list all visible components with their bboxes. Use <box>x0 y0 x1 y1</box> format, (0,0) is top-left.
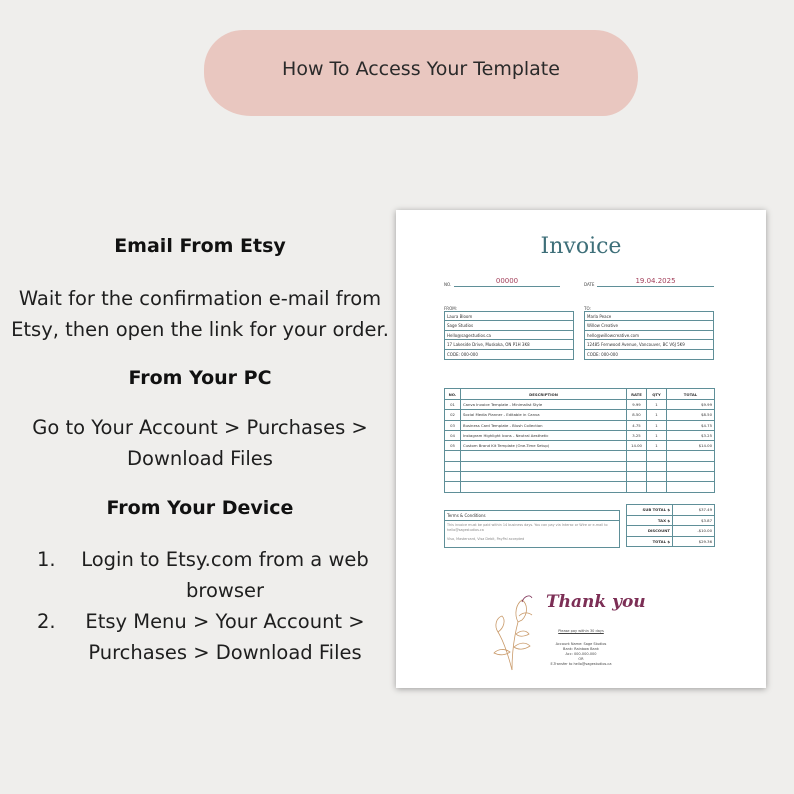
thank-you-text: Thank you <box>546 592 646 612</box>
invoice-title: Invoice <box>540 234 622 259</box>
cell: 1 <box>647 430 667 440</box>
totals-label: SUB TOTAL $ <box>627 505 673 516</box>
cell: 1 <box>647 400 667 410</box>
cell: Instagram Highlight Icons - Neutral Aesthetic <box>461 430 627 440</box>
cell: 8.50 <box>627 410 647 420</box>
cell: Canva Invoice Template - Minimalist Style <box>461 400 627 410</box>
pc-line-2: Download Files <box>127 447 273 470</box>
table-row <box>445 420 715 430</box>
step-number: 2. <box>37 610 56 633</box>
cell: 03 <box>445 420 461 430</box>
cell: 9.99 <box>627 400 647 410</box>
header-rate: RATE <box>627 389 647 400</box>
invoice-no-label: NO. <box>444 282 452 287</box>
device-heading: From Your Device <box>106 497 294 519</box>
from-row: Hello@sagestudios.ca <box>445 331 573 340</box>
table-row <box>445 410 715 420</box>
cell: Business Card Template - Blush Collection <box>461 420 627 430</box>
to-box <box>584 311 714 360</box>
cell: 14.00 <box>627 441 647 451</box>
cell: 1 <box>647 410 667 420</box>
table-row <box>445 430 715 440</box>
pc-heading: From Your PC <box>128 367 272 389</box>
cell: $4.75 <box>667 420 715 430</box>
cell: 1 <box>647 420 667 430</box>
from-row: 17 Lakeside Drive, Muskoka, ON P1H 3K8 <box>445 340 573 349</box>
to-row: hello@willowcreative.com <box>585 331 713 340</box>
terms-title: Terms & Conditions <box>445 511 619 521</box>
cell: $8.50 <box>667 410 715 420</box>
header-no: NO. <box>445 389 461 400</box>
totals-row <box>627 536 715 547</box>
cell: 4.75 <box>627 420 647 430</box>
cell: $3.25 <box>667 430 715 440</box>
from-row: Laura Bloom <box>445 312 573 321</box>
totals-label: TOTAL $ <box>627 536 673 547</box>
totals-value: -$10.00 <box>673 526 715 537</box>
table-header-row <box>445 389 715 400</box>
table-row-empty <box>445 482 715 492</box>
cell: Social Media Planner - Editable in Canva <box>461 410 627 420</box>
cell: 3.25 <box>627 430 647 440</box>
terms-text: This invoice must be paid within 14 business days. You can pay via Interac or Wire or e-mail to hello@sagestudios.ca <box>447 523 608 532</box>
totals-value: $37.49 <box>673 505 715 516</box>
totals-row <box>627 515 715 526</box>
totals-value: $3.87 <box>673 515 715 526</box>
cell: Custom Brand Kit Template (One-Time Setup) <box>461 441 627 451</box>
cell: $9.99 <box>667 400 715 410</box>
invoice-preview <box>396 210 766 688</box>
payment-line: Acc: 000-000-000 <box>565 652 597 656</box>
totals-table <box>626 504 715 547</box>
from-row: CODE: 000-000 <box>447 351 478 357</box>
totals-label: DISCOUNT <box>627 526 673 537</box>
email-line-1: Wait for the confirmation e-mail from <box>18 287 382 310</box>
totals-row <box>627 526 715 537</box>
cell: 02 <box>445 410 461 420</box>
terms-text: Visa, Mastercard, Visa Debit, PayPal accepted <box>447 537 525 541</box>
cell: $14.00 <box>667 441 715 451</box>
to-row: Willow Creative <box>585 321 713 330</box>
from-label: FROM: <box>444 306 458 311</box>
payment-line: Bank: Rainbow Bank <box>563 647 599 651</box>
table-row-empty <box>445 472 715 482</box>
step-line: browser <box>185 579 265 602</box>
banner-title: How To Access Your Template <box>282 58 560 80</box>
table-row-empty <box>445 461 715 471</box>
to-row: Marla Peace <box>585 312 713 321</box>
invoice-date-label: DATE <box>584 282 595 287</box>
table-row-empty <box>445 451 715 461</box>
from-row: Sage Studios <box>445 321 573 330</box>
cell: 04 <box>445 430 461 440</box>
terms-box <box>444 510 620 548</box>
table-row <box>445 441 715 451</box>
step-line: Etsy Menu > Your Account > <box>85 610 365 633</box>
invoice-no-value: 00000 <box>495 277 519 285</box>
cell: 01 <box>445 400 461 410</box>
items-table <box>444 388 715 493</box>
step-line: Login to Etsy.com from a web <box>81 548 369 571</box>
totals-row <box>627 505 715 516</box>
payment-line: E-Transfer to hello@sagestudios.ca <box>550 662 612 666</box>
to-row: CODE: 000-000 <box>587 351 618 357</box>
cell: 1 <box>647 441 667 451</box>
cell: 05 <box>445 441 461 451</box>
invoice-date-value: 19.04.2025 <box>635 277 676 285</box>
totals-label: TAX $ <box>627 515 673 526</box>
totals-value: $29.36 <box>673 536 715 547</box>
email-line-2: Etsy, then open the link for your order. <box>11 318 389 341</box>
to-row: 12485 Fernwood Avenue, Vancouver, BC V6J 5K9 <box>585 340 713 349</box>
payment-line: Account Name: Sage Studios <box>555 642 607 646</box>
table-row <box>445 400 715 410</box>
step-line: Purchases > Download Files <box>88 641 362 664</box>
email-heading: Email From Etsy <box>114 235 286 257</box>
header-total: TOTAL <box>667 389 715 400</box>
step-number: 1. <box>37 548 56 571</box>
pay-within-text: Please pay within 30 days <box>558 629 604 633</box>
pc-line-1: Go to Your Account > Purchases > <box>32 416 368 439</box>
header-qty: QTY <box>647 389 667 400</box>
payment-line: OR <box>578 657 584 661</box>
from-box <box>444 311 574 360</box>
to-label: TO: <box>584 306 591 311</box>
header-description: DESCRIPTION <box>461 389 627 400</box>
